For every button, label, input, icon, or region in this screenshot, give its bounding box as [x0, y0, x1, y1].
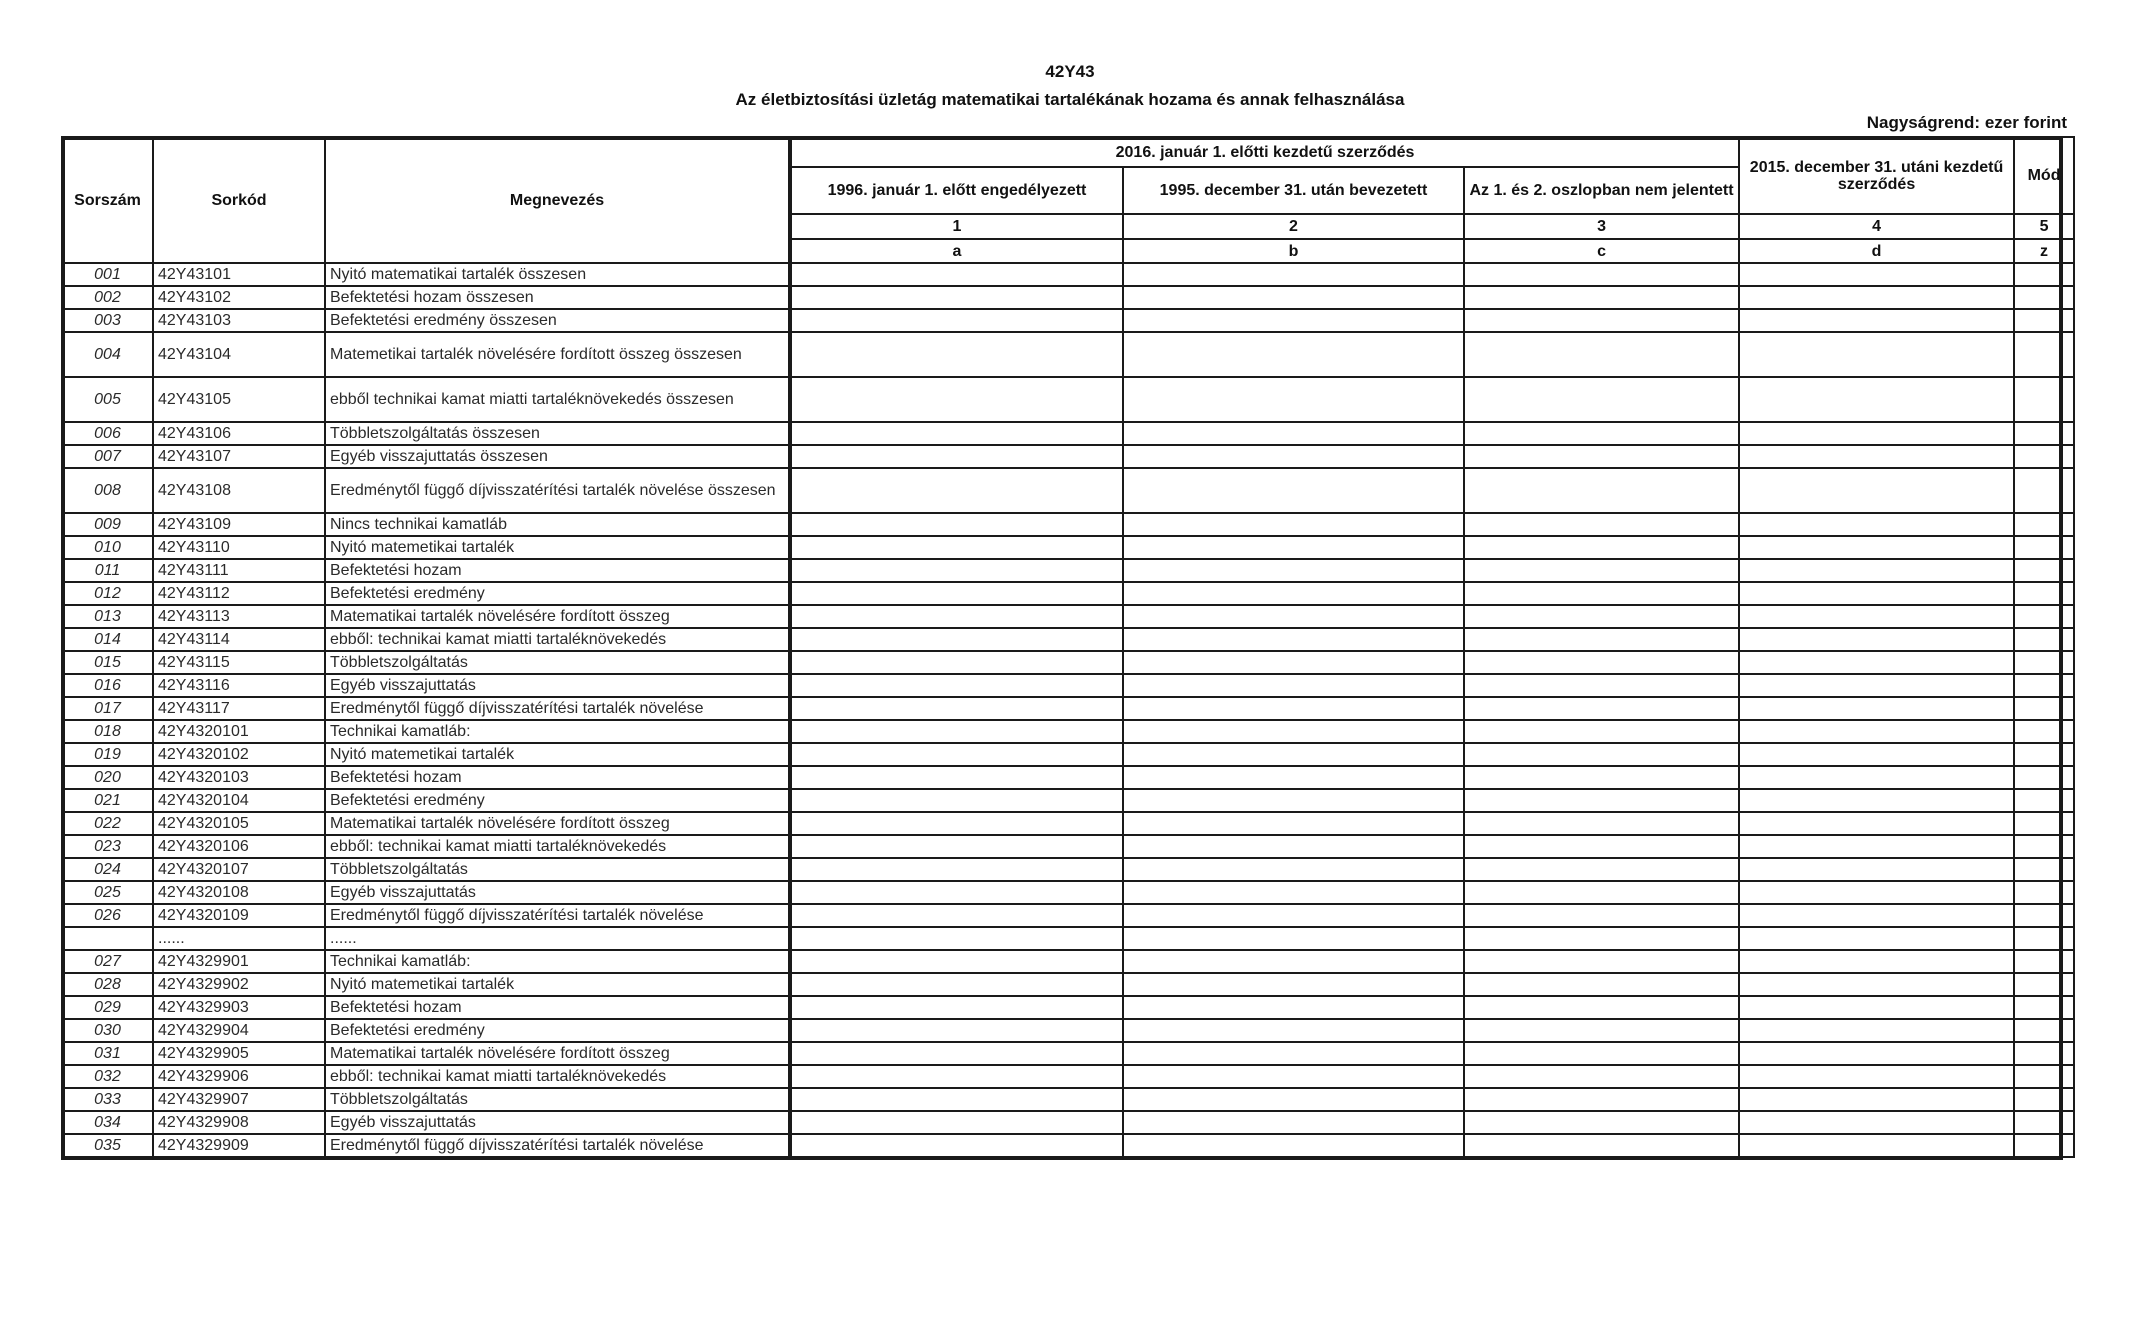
- row-number: 029: [62, 996, 153, 1019]
- row-number: 032: [62, 1065, 153, 1088]
- row-name: Többletszolgáltatás: [325, 1088, 790, 1111]
- row-name: Technikai kamatláb:: [325, 720, 790, 743]
- row-number: 017: [62, 697, 153, 720]
- row-name: Befektetési eredmény: [325, 582, 790, 605]
- col-number-1: 1: [790, 214, 1123, 239]
- row-name: Nyitó matemetikai tartalék: [325, 743, 790, 766]
- col-letter-b: b: [1123, 239, 1464, 263]
- row-name: ebből: technikai kamat miatti tartaléknövekedés: [325, 1065, 790, 1088]
- header-megnevezes: Megnevezés: [325, 137, 790, 263]
- row-number: 031: [62, 1042, 153, 1065]
- row-number: 004: [62, 332, 153, 377]
- row-number: 020: [62, 766, 153, 789]
- col-letter-z: z: [2014, 239, 2074, 263]
- row-code: 42Y43103: [153, 309, 325, 332]
- row-name: Nyitó matemetikai tartalék: [325, 973, 790, 996]
- row-number: 021: [62, 789, 153, 812]
- row-code: 42Y4320108: [153, 881, 325, 904]
- row-number: 034: [62, 1111, 153, 1134]
- row-code: 42Y4329902: [153, 973, 325, 996]
- row-number: 022: [62, 812, 153, 835]
- row-name: Technikai kamatláb:: [325, 950, 790, 973]
- row-number: 025: [62, 881, 153, 904]
- row-number: 013: [62, 605, 153, 628]
- row-code: 42Y43108: [153, 468, 325, 513]
- form-code: 42Y43: [1045, 62, 1095, 81]
- row-name: Többletszolgáltatás: [325, 651, 790, 674]
- row-name: Eredménytől függő díjvisszatérítési tartalék növelése: [325, 904, 790, 927]
- row-code: 42Y4320102: [153, 743, 325, 766]
- row-name: Befektetési eredmény: [325, 789, 790, 812]
- row-code: 42Y43110: [153, 536, 325, 559]
- table-frame: [61, 136, 2063, 1160]
- row-name: Befektetési hozam: [325, 996, 790, 1019]
- row-number: 018: [62, 720, 153, 743]
- row-name: Nyitó matemetikai tartalék: [325, 536, 790, 559]
- row-code: 42Y4320101: [153, 720, 325, 743]
- row-name: Eredménytől függő díjvisszatérítési tartalék növelése összesen: [325, 468, 790, 513]
- row-name: Eredménytől függő díjvisszatérítési tartalék növelése: [325, 697, 790, 720]
- row-code: 42Y43117: [153, 697, 325, 720]
- form-title: Az életbiztosítási üzletág matematikai tartalékának hozama és annak felhasználása: [735, 90, 1405, 109]
- col-letter-d: d: [1739, 239, 2014, 263]
- row-name: Befektetési hozam: [325, 559, 790, 582]
- row-code: 42Y4329906: [153, 1065, 325, 1088]
- header-sorszam: Sorszám: [62, 137, 153, 263]
- row-name: Egyéb visszajuttatás: [325, 881, 790, 904]
- row-number: 006: [62, 422, 153, 445]
- row-number: 014: [62, 628, 153, 651]
- row-number: 009: [62, 513, 153, 536]
- row-code: 42Y4320106: [153, 835, 325, 858]
- row-number: 001: [62, 263, 153, 286]
- row-code: 42Y43102: [153, 286, 325, 309]
- header-group-2016: 2016. január 1. előtti kezdetű szerződés: [790, 137, 1739, 167]
- row-number: 026: [62, 904, 153, 927]
- header-col4: 2015. december 31. utáni kezdetű szerződés: [1739, 137, 2014, 214]
- row-name: Nincs technikai kamatláb: [325, 513, 790, 536]
- row-number: 028: [62, 973, 153, 996]
- header-col3: Az 1. és 2. oszlopban nem jelentett: [1464, 167, 1739, 214]
- row-name: Befektetési eredmény összesen: [325, 309, 790, 332]
- row-number: 016: [62, 674, 153, 697]
- row-code: 42Y43116: [153, 674, 325, 697]
- row-name: ......: [325, 927, 790, 950]
- row-number: 008: [62, 468, 153, 513]
- unit-note: Nagyságrend: ezer forint: [1866, 113, 2067, 132]
- row-name: Befektetési hozam összesen: [325, 286, 790, 309]
- row-name: ebből technikai kamat miatti tartaléknövekedés összesen: [325, 377, 790, 422]
- row-number: 005: [62, 377, 153, 422]
- row-name: Többletszolgáltatás: [325, 858, 790, 881]
- row-number: 007: [62, 445, 153, 468]
- row-code: 42Y43107: [153, 445, 325, 468]
- row-name: Egyéb visszajuttatás összesen: [325, 445, 790, 468]
- row-code: 42Y4329905: [153, 1042, 325, 1065]
- row-code: 42Y43101: [153, 263, 325, 286]
- row-code: 42Y4329908: [153, 1111, 325, 1134]
- row-number: 023: [62, 835, 153, 858]
- row-number: 011: [62, 559, 153, 582]
- row-number: 030: [62, 1019, 153, 1042]
- row-code: 42Y43109: [153, 513, 325, 536]
- row-code: 42Y4320109: [153, 904, 325, 927]
- row-number: 019: [62, 743, 153, 766]
- row-name: Matematikai tartalék növelésére fordított összeg: [325, 605, 790, 628]
- col-number-4: 4: [1739, 214, 2014, 239]
- row-code: 42Y4329909: [153, 1134, 325, 1157]
- header-sorkod: Sorkód: [153, 137, 325, 263]
- row-name: Többletszolgáltatás összesen: [325, 422, 790, 445]
- col-letter-a: a: [790, 239, 1123, 263]
- row-name: ebből: technikai kamat miatti tartaléknövekedés: [325, 628, 790, 651]
- row-code: 42Y43111: [153, 559, 325, 582]
- row-name: Befektetési hozam: [325, 766, 790, 789]
- row-number: 027: [62, 950, 153, 973]
- row-code: ......: [153, 927, 325, 950]
- row-name: ebből: technikai kamat miatti tartaléknövekedés: [325, 835, 790, 858]
- row-number: 002: [62, 286, 153, 309]
- row-code: 42Y4320105: [153, 812, 325, 835]
- row-number: 035: [62, 1134, 153, 1157]
- header-col5: Mód: [2014, 137, 2074, 214]
- row-number: 012: [62, 582, 153, 605]
- row-name: Egyéb visszajuttatás: [325, 674, 790, 697]
- row-number: 015: [62, 651, 153, 674]
- row-code: 42Y4320103: [153, 766, 325, 789]
- row-code: 42Y43113: [153, 605, 325, 628]
- row-name: Matematikai tartalék növelésére fordított összeg: [325, 1042, 790, 1065]
- row-code: 42Y43114: [153, 628, 325, 651]
- row-name: Nyitó matematikai tartalék összesen: [325, 263, 790, 286]
- row-code: 42Y4329901: [153, 950, 325, 973]
- row-name: Befektetési eredmény: [325, 1019, 790, 1042]
- row-number: 024: [62, 858, 153, 881]
- row-code: 42Y43104: [153, 332, 325, 377]
- row-code: 42Y4320104: [153, 789, 325, 812]
- row-code: 42Y4329907: [153, 1088, 325, 1111]
- row-number: 010: [62, 536, 153, 559]
- row-code: 42Y43106: [153, 422, 325, 445]
- row-code: 42Y43112: [153, 582, 325, 605]
- col-letter-c: c: [1464, 239, 1739, 263]
- header-col2: 1995. december 31. után bevezetett: [1123, 167, 1464, 214]
- row-number: 003: [62, 309, 153, 332]
- row-code: 42Y43105: [153, 377, 325, 422]
- row-code: 42Y4320107: [153, 858, 325, 881]
- row-number: 033: [62, 1088, 153, 1111]
- row-code: 42Y43115: [153, 651, 325, 674]
- row-code: 42Y4329903: [153, 996, 325, 1019]
- row-name: Eredménytől függő díjvisszatérítési tartalék növelése: [325, 1134, 790, 1157]
- row-name: Matematikai tartalék növelésére fordított összeg: [325, 812, 790, 835]
- row-name: Matemetikai tartalék növelésére fordított összeg összesen: [325, 332, 790, 377]
- row-name: Egyéb visszajuttatás: [325, 1111, 790, 1134]
- col-number-5: 5: [2014, 214, 2074, 239]
- header-col1: 1996. január 1. előtt engedélyezett: [790, 167, 1123, 214]
- col-number-3: 3: [1464, 214, 1739, 239]
- row-code: 42Y4329904: [153, 1019, 325, 1042]
- col-number-2: 2: [1123, 214, 1464, 239]
